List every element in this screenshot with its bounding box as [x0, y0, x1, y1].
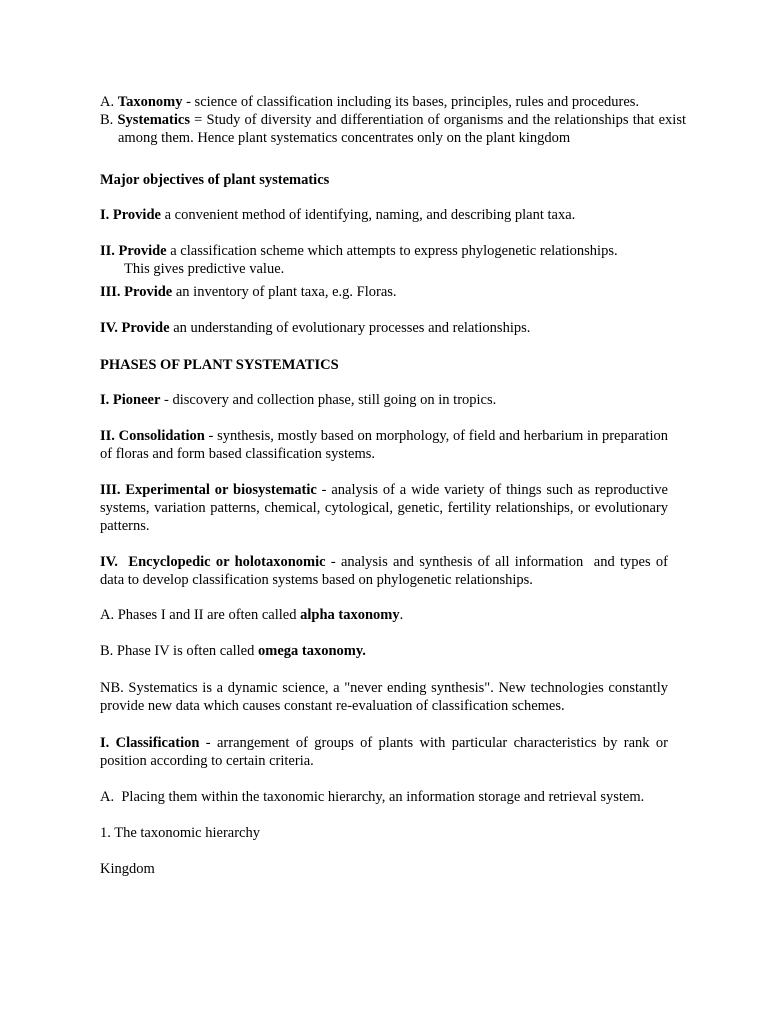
- phase-3-term: III. Experimental or biosystematic: [100, 482, 317, 498]
- classification-definition: [100, 734, 668, 770]
- objective-2-text: a classification scheme which attempts to express phylogenetic relationships.: [166, 243, 618, 259]
- hierarchy-text: 1. The taxonomic hierarchy: [100, 825, 260, 841]
- phase-item-3: [100, 481, 668, 535]
- alpha-suffix: .: [399, 607, 404, 623]
- objective-1-term: I. Provide: [100, 207, 161, 223]
- objective-2-term: II. Provide: [100, 243, 167, 259]
- phase-2-term: II. Consolidation: [100, 428, 205, 444]
- omega-taxonomy-note: [100, 642, 668, 660]
- def-b-term: Systematics: [117, 112, 190, 128]
- objectives-heading-text: Major objectives of plant systematics: [100, 172, 330, 188]
- def-a-prefix: A.: [100, 94, 118, 110]
- kingdom-label: [100, 860, 668, 878]
- phase-item-2: [100, 427, 668, 463]
- phases-heading: [100, 356, 668, 374]
- phase-2-text: - synthesis, mostly based on morphology, of field and herbarium in preparation of floras and form based classification systems.: [100, 428, 668, 462]
- def-a-term: Taxonomy: [117, 94, 183, 110]
- objective-item-1: [100, 206, 668, 224]
- phase-4-text: - analysis and synthesis of all information and types of data to develop classification systems based on phylogenetic relationships.: [100, 554, 672, 588]
- placing-text: A. Placing them within the taxonomic hierarchy, an information storage and retrieval system.: [100, 789, 645, 805]
- alpha-term: alpha taxonomy: [300, 607, 400, 623]
- phase-item-4: [100, 553, 672, 589]
- objective-item-2: [100, 242, 668, 278]
- phase-1-term: I. Pioneer: [100, 392, 161, 408]
- objective-3-term: III. Provide: [100, 284, 173, 300]
- classification-term: I. Classification: [100, 735, 200, 751]
- definition-taxonomy: [100, 93, 668, 111]
- omega-term: omega taxonomy.: [258, 643, 366, 659]
- phase-1-text: - discovery and collection phase, still going on in tropics.: [160, 392, 497, 408]
- hierarchy-heading: [100, 824, 668, 842]
- def-a-text: - science of classification including its bases, principles, rules and procedures.: [182, 94, 640, 110]
- objective-4-term: IV. Provide: [100, 320, 170, 336]
- phase-4-term: IV. Encyclopedic or holotaxonomic: [100, 554, 326, 570]
- classification-text: - arrangement of groups of plants with particular characteristics by rank or position according to certain criteria.: [100, 735, 668, 769]
- objectives-heading: [100, 171, 668, 189]
- definition-systematics: [100, 111, 686, 147]
- objective-item-3: [100, 283, 668, 301]
- def-b-text: = Study of diversity and differentiation of organisms and the relationships that exist among them. Hence plant systematics concentrates only on the plant kingdom: [118, 112, 687, 146]
- objective-2-continuation: This gives predictive value.: [124, 261, 285, 277]
- kingdom-text: Kingdom: [100, 861, 155, 877]
- objective-3-text: an inventory of plant taxa, e.g. Floras.: [172, 284, 397, 300]
- nb-text: NB. Systematics is a dynamic science, a "never ending synthesis". New technologies constantly provide new data which causes constant re-evaluation of classification schemes.: [100, 680, 668, 714]
- phase-item-1: [100, 391, 668, 409]
- omega-prefix: B. Phase IV is often called: [100, 643, 258, 659]
- alpha-prefix: A. Phases I and II are often called: [100, 607, 301, 623]
- objective-item-4: [100, 319, 668, 337]
- phases-heading-text: PHASES OF PLANT SYSTEMATICS: [100, 357, 339, 373]
- alpha-taxonomy-note: [100, 606, 668, 624]
- phase-3-text: - analysis of a wide variety of things such as reproductive systems, variation patterns, chemical, cytological, genetic, fertility relationships, or evolutionary patterns.: [100, 482, 668, 534]
- placing-note: [100, 788, 668, 806]
- objective-1-text: a convenient method of identifying, naming, and describing plant taxa.: [160, 207, 576, 223]
- def-b-prefix: B.: [100, 112, 118, 128]
- nb-note: [100, 679, 668, 715]
- objective-4-text: an understanding of evolutionary processes and relationships.: [169, 320, 531, 336]
